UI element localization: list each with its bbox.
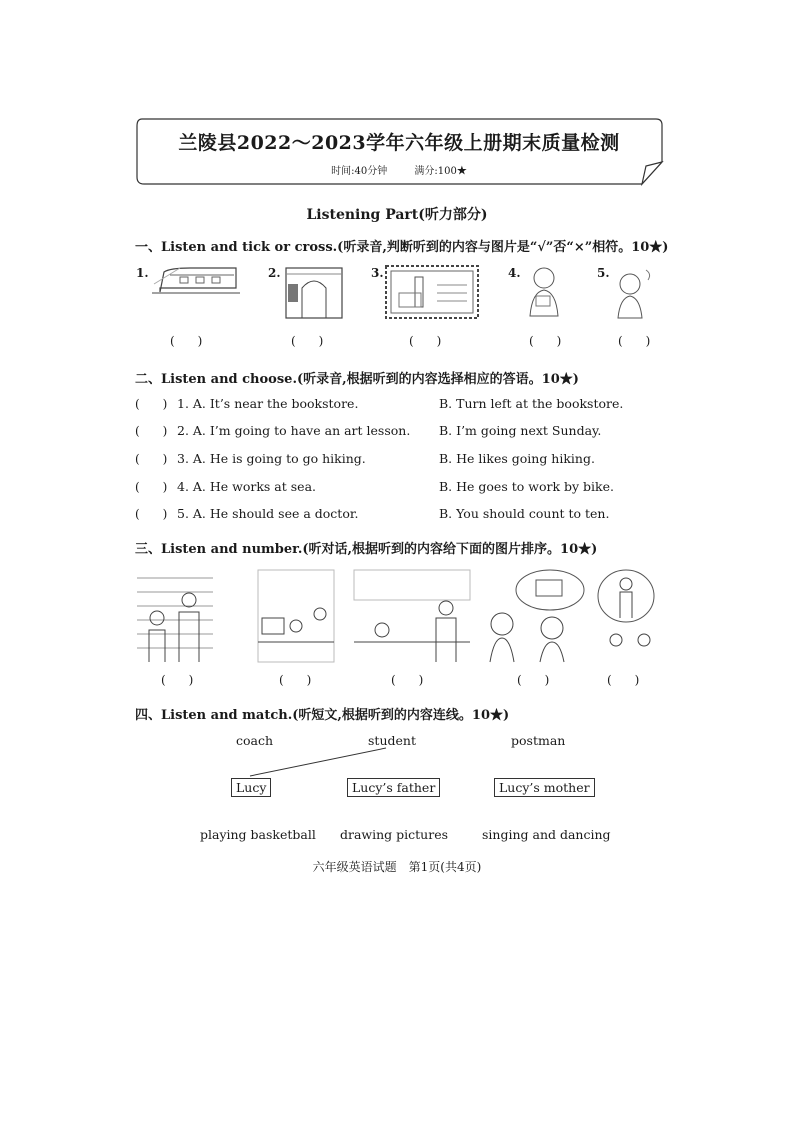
s2-item4-option-a: 4. A. He works at sea. (177, 479, 316, 494)
section1-heading: 一、Listen and tick or cross.(听录音,判断听到的内容与图片是“√”否“×”相符。10★) (135, 240, 669, 255)
s1-number-3: 3. (371, 266, 384, 280)
s2-blank-5[interactable]: ( ) (135, 507, 168, 521)
s2-blank-3[interactable]: ( ) (135, 452, 168, 466)
s1-answer-2[interactable]: ( ) (291, 334, 324, 348)
exam-title: 兰陵县2022～2023学年六年级上册期末质量检测 (178, 132, 620, 154)
full-score: 满分:100★ (414, 166, 467, 177)
s2-blank-2[interactable]: ( ) (135, 424, 168, 438)
s3-answer-3[interactable]: ( ) (391, 673, 424, 687)
s1-answer-4[interactable]: ( ) (529, 334, 562, 348)
s1-answer-1[interactable]: ( ) (170, 334, 203, 348)
s3-answer-1[interactable]: ( ) (161, 673, 194, 687)
job-postman[interactable]: postman (511, 733, 566, 748)
person-lucy[interactable]: Lucy (231, 778, 271, 797)
part-title: Listening Part(听力部分) (306, 207, 488, 223)
s2-item3-option-a: 3. A. He is going to go hiking. (177, 451, 366, 466)
person-lucys-father[interactable]: Lucy’s father (347, 778, 440, 797)
person-lucys-mother[interactable]: Lucy’s mother (494, 778, 595, 797)
s2-item2-option-b: B. I’m going next Sunday. (439, 423, 602, 438)
time-limit: 时间:40分钟 (331, 166, 388, 177)
s1-number-4: 4. (508, 266, 521, 280)
s1-number-1: 1. (136, 266, 149, 280)
s2-item1-option-a: 1. A. It’s near the bookstore. (177, 396, 359, 411)
s1-answer-3[interactable]: ( ) (409, 334, 442, 348)
s3-answer-5[interactable]: ( ) (607, 673, 640, 687)
s3-answer-4[interactable]: ( ) (517, 673, 550, 687)
section3-heading: 三、Listen and number.(听对话,根据听到的内容给下面的图片排序。10★) (135, 542, 598, 557)
s1-number-5: 5. (597, 266, 610, 280)
section2-heading: 二、Listen and choose.(听录音,根据听到的内容选择相应的答语。10★) (135, 372, 579, 387)
job-student[interactable]: student (368, 733, 416, 748)
s1-number-2: 2. (268, 266, 281, 280)
hobby-playing-basketball[interactable]: playing basketball (200, 827, 316, 842)
s2-item4-option-b: B. He goes to work by bike. (439, 479, 614, 494)
s2-item1-option-b: B. Turn left at the bookstore. (439, 396, 624, 411)
hobby-drawing-pictures[interactable]: drawing pictures (340, 827, 449, 842)
s2-item2-option-a: 2. A. I’m going to have an art lesson. (177, 423, 411, 438)
s3-answer-2[interactable]: ( ) (279, 673, 312, 687)
s2-blank-1[interactable]: ( ) (135, 397, 168, 411)
s2-item5-option-a: 5. A. He should see a doctor. (177, 506, 359, 521)
section4-heading: 四、Listen and match.(听短文,根据听到的内容连线。10★) (135, 708, 510, 723)
hobby-singing-and-dancing[interactable]: singing and dancing (482, 827, 611, 842)
page-footer: 六年级英语试题 第1页(共4页) (312, 860, 482, 874)
s2-item3-option-b: B. He likes going hiking. (439, 451, 595, 466)
s2-item5-option-b: B. You should count to ten. (439, 506, 610, 521)
s1-answer-5[interactable]: ( ) (618, 334, 651, 348)
s2-blank-4[interactable]: ( ) (135, 480, 168, 494)
job-coach[interactable]: coach (236, 733, 274, 748)
